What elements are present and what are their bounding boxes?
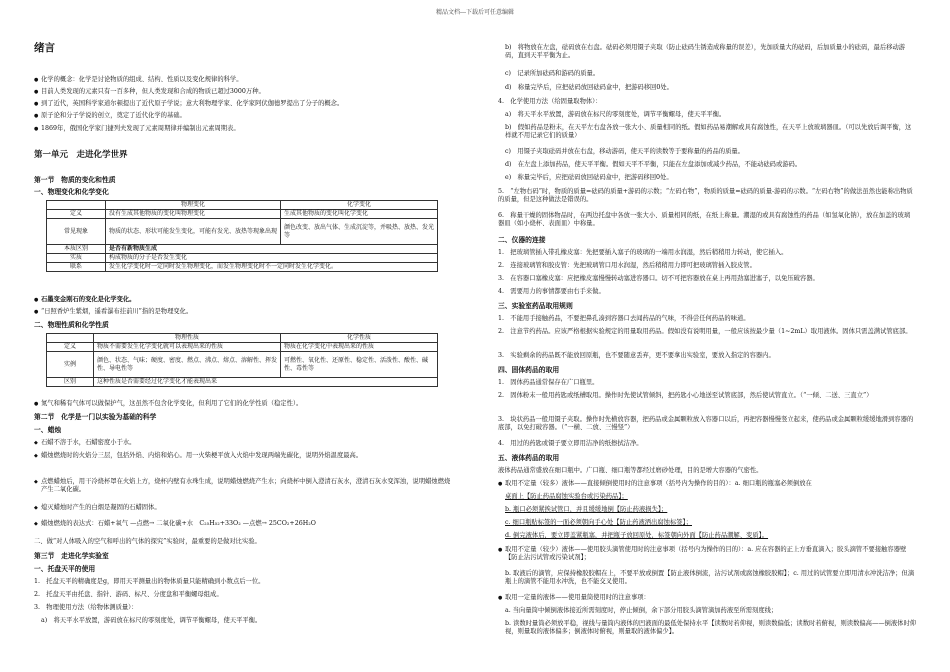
table-cell: 区别 [47, 378, 94, 387]
candle-equation: ◆ 蜡烛燃烧的表达式：石蜡+氧气 —点燃→ 二氧化碳+水 C₂₅H₅₂+33O₂ —点燃→ 25CO₂+26H₂O [41, 520, 316, 528]
sub5-title: 五、液体药品的取用 [498, 454, 560, 462]
connect-item: 3. 在容器口塞橡皮塞：应把橡皮塞慢慢转动塞进容器口。切不可把容器放在桌上再用劲塞进塞子，以免压破容器。 [498, 275, 819, 282]
liquid-item: c. 细口瓶贴标签的一面必须朝向手心处【防止药液洒出腐蚀标签】； [505, 519, 692, 526]
rule-item: 3. 实验剩余的药品既不能放回原瓶，也不要随意丢弃，更不要拿出实验室，要放入指定的容器内。 [498, 352, 775, 359]
table-cell: 实例 [47, 352, 94, 378]
right-item: d) 称量完毕后，应把砝码放回砝码盒中，把游码移回0处。 [505, 84, 673, 91]
table-cell: 常见现象 [47, 219, 106, 245]
intro-item: ● 化学的概念：化学是讨论物质的组成、结构、性质以及变化规律的科学。 [41, 76, 243, 84]
table-cell: 是否有新物质生成 [106, 245, 438, 254]
table-cell: 本质区别 [47, 245, 106, 254]
liquid-item: 桌面上【防止药品腐蚀实验台或污染药品】； [505, 493, 628, 500]
section3-sub1: 一、托盘天平的使用 [34, 565, 96, 573]
rule-item: 1. 不能用手接触药品，不要把鼻孔凑到容器口去闻药品的气味，不得尝任何药品的味道。 [498, 315, 750, 322]
intro-item: ● 目前人类发现的元素只有一百多种，但人类发现和合成的物质已超过3000万种。 [41, 88, 265, 96]
table-cell: 颜色、状态、气味；硬度、密度、燃点、沸点、熔点、溶解性、挥发性、导电性等 [94, 352, 281, 378]
table-cell: 联系 [47, 263, 106, 272]
table-header [47, 201, 106, 210]
balance-item: a) 将天平水平放置，游码放在标尺的零刻度处，调节平衡螺母，使天平平衡。 [41, 617, 262, 624]
unit-title: 第一单元 走进化学世界 [34, 150, 128, 160]
balance-item: 3. 物理使用方法（给物体测质量）： [34, 604, 138, 611]
liquid-item: ● 取用不定量（较多）液体——直接倾倒使用时的注意事项（括号内为操作的目的）：a. 细口瓶的瓶塞必须倒放在 [505, 480, 812, 488]
page-header: 精品文档---下载后可任意编辑 [435, 9, 515, 16]
section1-title: 第一节 物质的变化和性质 [34, 176, 116, 184]
section1-sub1: 一、物理变化和化学变化 [34, 188, 109, 196]
liquid-item: b. 读数时量筒必须放平稳，视线与量筒内液体的凹液面的最低处保持水平【读数时若仰视，则读数偏低；读数时若俯视，则读数偏高——倒液体时仰视，则量取的液体偏多；倒液体时俯视，则量取的液体偏少】。 [505, 620, 917, 635]
table-cell: 发生化学变化时一定同时发生物理变化，而发生物理变化时不一定同时发生化学变化。 [106, 263, 438, 272]
table-header: 物理性质 [94, 334, 281, 343]
candle-item: ◆ 石蜡不溶于水，石蜡密度小于水。 [41, 439, 135, 447]
liquid-item: ● 取用一定量的液体——使用量筒使用时的注意事项： [505, 594, 650, 602]
candle-item: ◆ 点燃蜡烛后，用干冷烧杯罩在火焰上方，烧杯内壁有水珠生成，说明蜡烛燃烧产生水；向烧杯中倒入澄清石灰水，澄清石灰水变浑浊，说明蜡烛燃烧产生二氧化碳。 [41, 478, 451, 494]
right-item: a) 将天平水平放置，游码放在标尺的零刻度处，调节平衡螺母，使天平平衡。 [505, 111, 726, 118]
solid-item: 4. 用过的药匙或镊子要立即用洁净的纸擦拭洁净。 [498, 440, 643, 447]
table-cell: 定义 [47, 343, 94, 352]
table-header: 化学性质 [281, 334, 438, 343]
right-item: c) 记录所加砝码和游码的质量。 [505, 70, 600, 77]
section1-note: ● “日照香炉生紫烟，遥看瀑布挂前川”指的是物理变化。 [41, 308, 192, 316]
liquid-item: b. 瓶口必须紧挨试管口，并且缓缓地倒【防止药液损失】； [505, 506, 668, 513]
table-cell: 定义 [47, 210, 106, 219]
connect-item: 1. 把玻璃管插入带孔橡皮塞：先把要插入塞子的玻璃的一端用水润湿，然后稍稍用力转动，使它插入。 [498, 249, 788, 256]
table-header: 物理变化 [106, 201, 281, 210]
candle-item: ◆ 蜡烛燃烧时的火焰分三层，包括外焰、内焰和焰心。用一火柴梗平放入火焰中发现两端先碳化，说明外焰温度最高。 [41, 452, 451, 460]
rule-item: 2. 注意节约药品。应该严格根据实验规定的用量取用药品。假如没有说明用量，一般应该按最少量（1~2mL）取用液体。固体只需盖满试管底部。 [498, 328, 912, 335]
liquid-item: b. 取液后的滴管，应保持橡胶胶帽在上，不要平放或倒置【防止液体倒流，沾污试剂或腐蚀橡胶胶帽】；c. 用过的试管要立即用清水冲洗洁净；但滴瓶上的滴管不能用水冲洗，也不能交叉使用。 [505, 570, 915, 585]
candle-item: ◆ 熄灭蜡烛时产生的白烟是凝固的石蜡固体。 [41, 504, 161, 512]
right-item: d) 在左盘上添加药品，使天平平衡。假如天平不平衡，只能在左盘添加或减少药品，不能动砝码或游码。 [505, 161, 802, 168]
connect-item: 4. 需要用力的事情都要由右手来做。 [498, 288, 605, 295]
physical-chemical-change-table [46, 200, 438, 272]
section3-title: 第三节 走进化学实验室 [34, 552, 109, 560]
balance-item: 1. 托盘天平的精确度是g，即用天平测量出的物体质量只能精确到小数点后一位。 [34, 578, 265, 585]
table-cell: 物质不需要发生化学变化就可以表现出来的性质 [94, 343, 281, 352]
table-cell: 实质 [47, 254, 106, 263]
solid-item: 3. 块状药品一般用镊子夹取。操作时先横放容器，把药品或金属颗粒放入容器口以后，再把容器慢慢竖立起来，使药品或金属颗粒缓缓地滑到容器的底部，以免打破容器。（“一横、二放、三慢竖”） [498, 416, 914, 431]
section2-title: 第二节 化学是一门以实验为基础的科学 [34, 413, 157, 421]
liquid-lead: 液体药品通常盛放在细口瓶中。广口瓶、细口瓶等都经过磨砂处理，目的是增大容器的气密性。 [498, 467, 763, 474]
sub2-title: 二、仪器的连接 [498, 236, 546, 244]
sub4-title: 四、固体药品的取用 [498, 366, 560, 374]
right-item: 6. 称量干燥的固体物品时，在两边托盘中各放一张大小、质量相同的纸，在纸上称量。潮湿的或具有腐蚀性的药品（如氢氧化钠），放在加盖的玻璃器皿（如小烧杯、表面皿）中称量。 [498, 212, 911, 227]
solid-item: 1. 固体药品通常保存在广口瓶里。 [498, 379, 599, 386]
intro-item: ● 到了近代，英国科学家道尔顿提出了近代原子学说；意大利物理学家、化学家阿伏伽德罗提出了分子的概念。 [41, 100, 343, 108]
solid-item: 2. 固体粉末一般用药匙或纸槽取用。操作时先使试管倾斜，把药匙小心地送至试管底部，然后使试管直立。（“一倾、二送、三直立”） [498, 392, 873, 399]
right-item: b) 将物放在左盘，砝码放在右盘。砝码必须用镊子夹取（防止砝码生锈造成称量的误差），先加质量大的砝码，后加质量小的砝码，最后移动游码，直到天平平衡为止。 [505, 44, 906, 59]
intro-item: ● 1869年，俄国化学家门捷列夫发现了元素周期律并编制出元素周期表。 [41, 125, 240, 133]
section2-sub1: 一、蜡烛 [34, 426, 62, 434]
table-header [47, 334, 94, 343]
table-cell: 可燃性、氧化性、还原性、稳定性、活泼性、酸性、碱性、毒性等 [281, 352, 438, 378]
table-cell: 物质的状态、形状可能发生变化，可能有发光、放热等现象出现 [106, 219, 281, 245]
intro-title: 绪言 [34, 42, 55, 54]
section1-note: ● 石墨变金刚石的变化是化学变化。 [41, 296, 135, 304]
physical-chemical-property-table [46, 333, 438, 387]
table-cell: 构成物质的分子是否发生变化 [106, 254, 438, 263]
liquid-item: a. 当向量筒中倾倒液体接近所需刻度时，停止倾倒，余下部分用胶头滴管滴加药液至所需刻度线； [505, 607, 778, 614]
liquid-item: ● 取用不定量（较少）液体——使用胶头滴管使用时的注意事项（括号内为操作的目的）：a. 应在容器的正上方垂直滴入；胶头滴管不要接触容器壁【防止沾污试管或污染试剂】； [505, 546, 917, 562]
table-cell: 物质在化学变化中表现出来的性质 [281, 343, 438, 352]
balance-item: 2. 托盘天平由托盘、指针、游码、标尺、分度盘和平衡螺母组成。 [34, 591, 223, 598]
liquid-item: d. 倒完液体后，要立即盖紧瓶塞，并把瓶子放回原处，标签朝向外面【防止药品潮解、变质】。 [505, 532, 769, 539]
section1-sub2: 二、物理性质和化学性质 [34, 321, 109, 329]
table-cell: 生成其他物质的变化叫化学变化 [281, 210, 438, 219]
table-header: 化学变化 [281, 201, 438, 210]
right-item: b) 假如药品是粉末，在天平左右盘各放一张大小、质量相同的纸。假如药品易潮解或具有腐蚀性，在天平上放玻璃器皿。（可以先放后调平衡，这样就不用记录它们的质量） [505, 124, 912, 139]
table-cell: 颜色改变、放出气体、生成沉淀等，并吸热、放热、发光等 [281, 219, 438, 245]
intro-item: ● 原子论和分子学说的创立，奠定了近代化学的基础。 [41, 112, 186, 120]
connect-item: 2. 连接玻璃管和胶皮管：先把玻璃管口用水润湿，然后稍稍用力即可把玻璃管插入胶皮管。 [498, 262, 756, 269]
right-item: 4. 化学使用方法（给固量取物体）： [498, 98, 602, 105]
table-cell: 这种性质是否需要经过化学变化才能表现出来 [94, 378, 438, 387]
table-cell: 没有生成其他物质的变化叫物理变化 [106, 210, 281, 219]
right-item: c) 用镊子夹取砝码并放在右盘，移动游码，使天平的读数等于要称量的药品的质量。 [505, 148, 744, 155]
section2-note: 二、做“对人体吸入的空气和呼出的气体的探究”实验时，最重要的是做对比实验。 [34, 538, 261, 545]
sub3-title: 三、实验室药品取用规则 [498, 302, 573, 310]
right-item: 5. “左物右码”时，物质的质量=砝码的质量+游码的示数；“左码右物”，物质的质量=砝码的质量-游码的示数。“左码右物”的做法虽然也能称出物质的质量，但是这种做法是错误的。 [498, 188, 913, 203]
section1-note: ● 氮气和稀有气体可以做保护气，这虽然不包含化学变化，但利用了它们的化学性质（稳定性）。 [41, 400, 302, 408]
right-item: e) 称量完毕后，应把砝码放回砝码盒中，把游码移回0处。 [505, 174, 673, 181]
